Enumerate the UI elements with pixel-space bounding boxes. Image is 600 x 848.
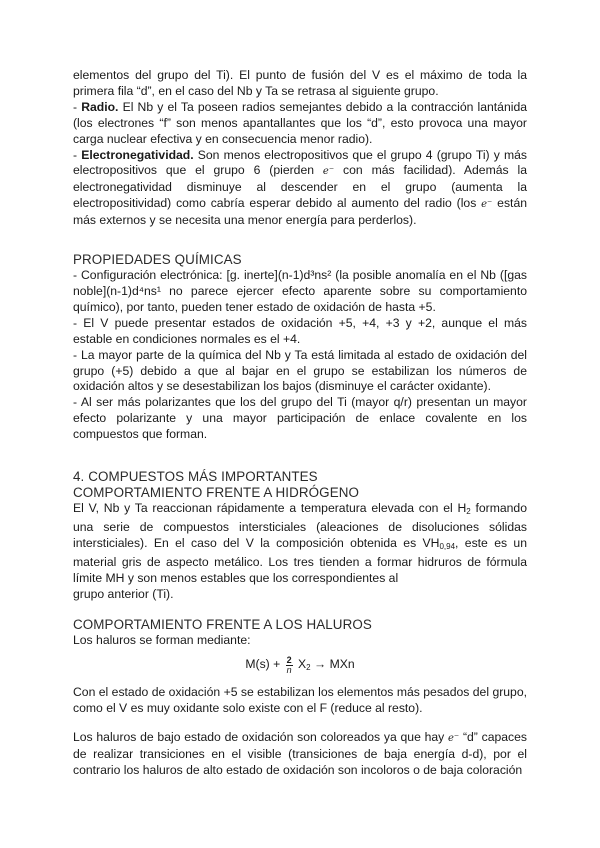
subscript: 0,94 (439, 541, 456, 551)
electron-symbol: e⁻ (481, 199, 493, 211)
formula-right: → MXn (310, 657, 355, 672)
hydrogen-text: , este es un material gris de aspecto metálico. Los tres tienden a formar hidruros de fórmula límite MH y son menos estables que los correspondientes al (73, 535, 527, 585)
spacer (73, 443, 527, 469)
bullet-dash: - (73, 99, 82, 114)
halides-text: “d” capaces de realizar transiciones en el visible (transiciones de baja energía d-d), por el contrario los haluros de alto estado de oxidación son incoloros o de baja coloración (73, 730, 528, 777)
halides-text: Los haluros de bajo estado de oxidación son coloreados ya que hay (73, 730, 449, 745)
formula-left: M(s) + (245, 657, 284, 672)
spacer (73, 717, 527, 730)
bullet-dash: - (73, 147, 82, 162)
electronegativity-text: están más externos y se necesita una menor energía para perderlos). (73, 196, 527, 228)
intro-paragraph: elementos del grupo del Ti). El punto de fusión del V es el máximo de toda la primera fila “d”, en el caso del Nb y Ta se retrasa al siguiente grupo. (73, 68, 527, 98)
properties-item: - El V puede presentar estados de oxidación +5, +4, +3 y +2, aunque el más estable en condiciones normales es el +4. (73, 315, 527, 346)
radio-label: Radio. (81, 99, 119, 114)
electronegativity-paragraph (73, 148, 527, 230)
section-4-heading: 4. COMPUESTOS MÁS IMPORTANTES (73, 469, 318, 485)
radio-text: El Nb y el Ta poseen radios semejantes debido a la contracción lantánida (los electrones “f” son menos apantallantes que los “d”, esto provoca una mayor carga nuclear efectiva y en consecuencia menor radio). (73, 99, 527, 146)
hydrogen-paragraph (73, 501, 527, 587)
hydrogen-text: El V, Nb y Ta reaccionan rápidamente a temperatura elevada con el H (73, 501, 467, 516)
chemical-properties-heading: PROPIEDADES QUÍMICAS (73, 252, 242, 268)
radio-paragraph (73, 100, 527, 148)
hydrogen-heading: COMPORTAMIENTO FRENTE A HIDRÓGENO (73, 485, 360, 501)
electron-symbol: e⁻ (448, 733, 460, 745)
formula-fraction (286, 656, 293, 675)
electronegativity-text: Son menos electropositivos que el grupo 4 (grupo Ti) y más electropositivos que el grupo 6 (pierden (73, 147, 527, 178)
properties-item: - La mayor parte de la química del Nb y Ta está limitada al estado de oxidación del grupo (+5) debido a que al bajar en el grupo se estabilizan los números de oxidación altos y se desestabilizan los bajos (disminuye el carácter oxidante). (73, 347, 527, 394)
halides-intro: Los haluros se forman mediante: (73, 633, 251, 648)
electronegativity-text: con más facilidad). Además la electronegatividad disminuye al descender en el grupo (aumenta la electropositividad) como cabría esperar debido al aumento del radio (los (73, 163, 527, 211)
hydrogen-last-line: grupo anterior (Ti). (73, 586, 174, 601)
subscript: 2 (466, 507, 471, 517)
properties-item: - Al ser más polarizantes que los del grupo del Ti (mayor q/r) presentan un mayor efecto polarizante y una mayor participación de enlace covalente en los compuestos que forman. (73, 395, 527, 442)
spacer (73, 602, 527, 617)
formula-halogen: X (294, 657, 307, 672)
fraction-numerator: 2 (286, 654, 292, 665)
fraction-denominator: n (286, 664, 292, 675)
halide-formula (73, 653, 527, 679)
subscript: 2 (306, 663, 311, 673)
halides-paragraph-1: Con el estado de oxidación +5 se estabilizan los elementos más pesados del grupo, como el V es muy oxidante solo existe con el F (reduce al resto). (73, 685, 527, 716)
hydrogen-text: formando una serie de compuestos intersticiales (aleaciones de disoluciones sólidas intersticiales). En el caso del V la composición obtenida es VH (73, 501, 527, 550)
spacer (73, 229, 527, 252)
properties-item: - Configuración electrónica: [g. inerte](n-1)d³ns² (la posible anomalía en el Nb ([gas noble](n-1)d⁴ns¹ no parece ejercer efecto aparente sobre su comportamiento químico), por tanto, pueden tener estado de oxidación de hasta +5. (73, 268, 527, 314)
halides-paragraph-2 (73, 730, 527, 779)
halides-heading: COMPORTAMIENTO FRENTE A LOS HALUROS (73, 617, 372, 633)
electron-symbol: e⁻ (322, 166, 335, 178)
electronegativity-label: Electronegatividad. (81, 147, 194, 162)
